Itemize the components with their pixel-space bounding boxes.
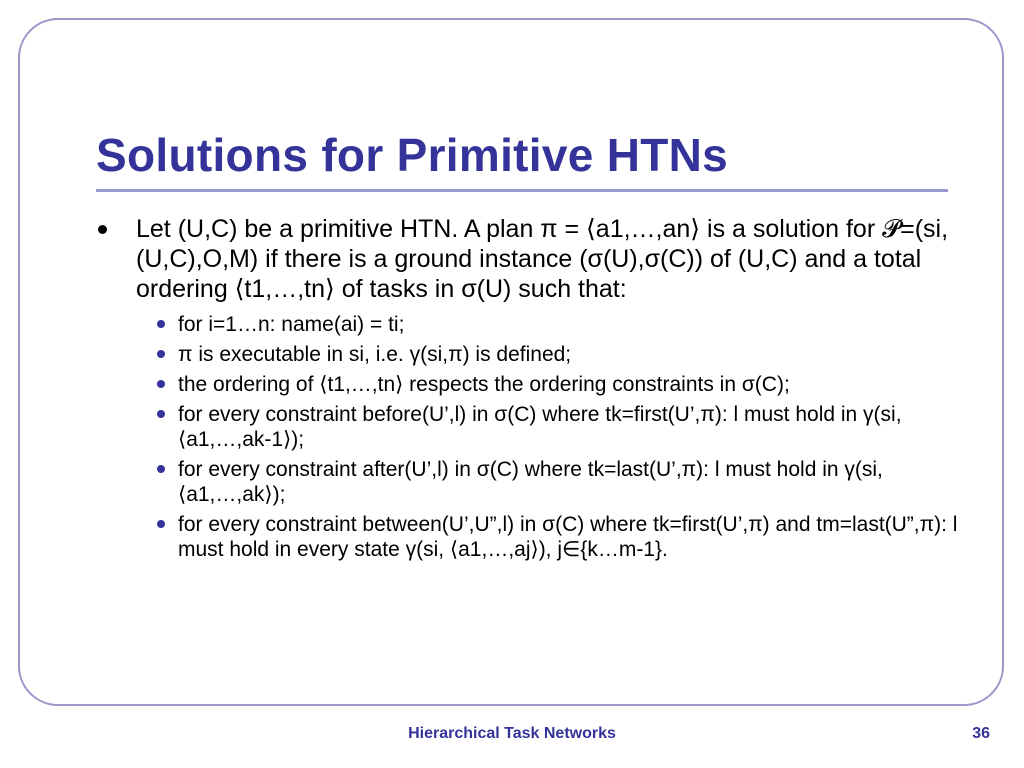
title-underline bbox=[96, 189, 948, 192]
sub-bullet bbox=[96, 512, 976, 562]
slide-body bbox=[96, 214, 976, 562]
sub-bullet-text: for every constraint after(U’,l) in σ(C) where tk=last(U’,π): l must hold in γ(si, ⟨a1,…,ak⟩); bbox=[178, 458, 883, 506]
sub-bullet bbox=[96, 372, 976, 397]
slide-title: Solutions for Primitive HTNs bbox=[96, 129, 729, 181]
sub-bullet-text: for every constraint before(U’,l) in σ(C) where tk=first(U’,π): l must hold in γ(si, ⟨a1,…,ak-1⟩); bbox=[178, 403, 902, 451]
footer-title: Hierarchical Task Networks bbox=[408, 725, 616, 742]
sub-bullet-text: for every constraint between(U’,U”,l) in σ(C) where tk=first(U’,π) and tm=last(U”,π): l must hold in every state γ(si, ⟨a1,…,aj⟩), j∈{k…m-1}. bbox=[178, 513, 958, 561]
sub-bullet-text: for i=1…n: name(ai) = ti; bbox=[178, 313, 405, 336]
sub-bullet-list bbox=[96, 312, 976, 562]
sub-bullet-text: the ordering of ⟨t1,…,tn⟩ respects the ordering constraints in σ(C); bbox=[178, 373, 790, 396]
sub-bullet bbox=[96, 342, 976, 367]
sub-bullet bbox=[96, 312, 976, 337]
sub-bullet bbox=[96, 402, 976, 452]
main-bullet bbox=[96, 214, 976, 304]
page-number: 36 bbox=[972, 725, 990, 742]
main-bullet-text: Let (U,C) be a primitive HTN. A plan π = ⟨a1,…,an⟩ is a solution for 𝓟=(si,(U,C),O,M) if there is a ground instance (σ(U),σ(C)) of (U,C) and a total ordering ⟨t1,…,tn⟩ of tasks in σ(U) such that: bbox=[136, 215, 949, 303]
sub-bullet-text: π is executable in si, i.e. γ(si,π) is defined; bbox=[178, 343, 572, 366]
sub-bullet bbox=[96, 457, 976, 507]
